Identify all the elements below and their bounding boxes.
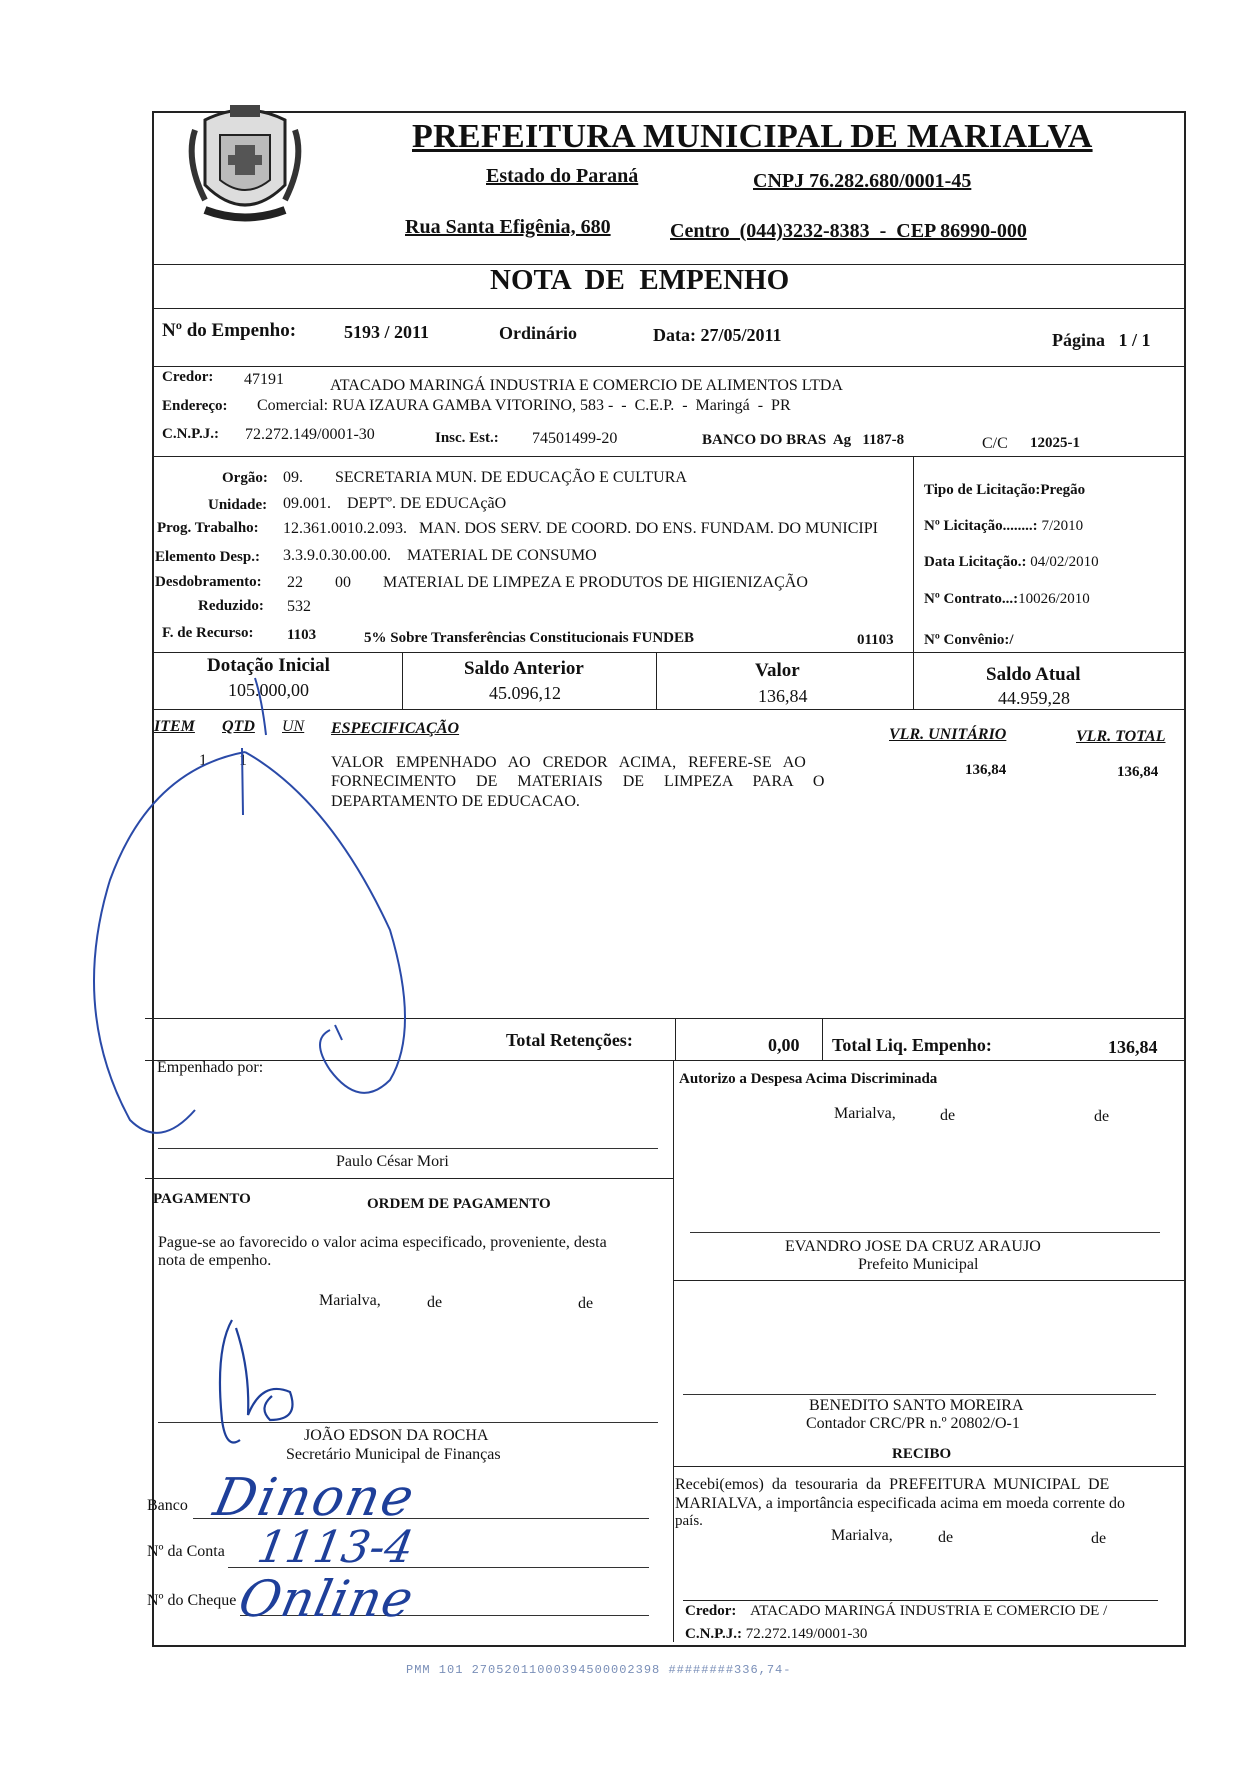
recurso-description: 5% Sobre Transferências Constitucionais FUNDEB (364, 630, 695, 646)
dotacao-value: 105.000,00 (228, 680, 309, 700)
credor-code: 47191 (244, 371, 284, 388)
autorizo-de-2: de (1094, 1108, 1110, 1125)
conta-handwritten: 1113-4 (253, 1522, 418, 1573)
insc-value: 74501499-20 (532, 430, 618, 447)
conta-label: Nº da Conta (147, 1543, 225, 1560)
prefeito-name: EVANDRO JOSE DA CRUZ ARAUJO (785, 1238, 1041, 1255)
credor-footer-name: ATACADO MARINGÁ INDUSTRIA E COMERCIO DE / (750, 1603, 1108, 1619)
street-address: Rua Santa Efigênia, 680 (405, 216, 611, 238)
unidade-value: 09.001. DEPTº. DE EDUCAçãO (283, 495, 507, 512)
item-spec-line-2: FORNECIMENTO DE MATERIAIS DE LIMPEZA PARA O (331, 773, 825, 790)
empenho-number: 5193 / 2011 (344, 322, 430, 342)
municipality-title: PREFEITURA MUNICIPAL DE MARIALVA (412, 118, 1093, 155)
col-total-value: VLR. TOTAL (1076, 728, 1166, 745)
desdob-value: 22 00 MATERIAL DE LIMPEZA E PRODUTOS DE HIGIENIZAÇÃO (287, 574, 808, 591)
document-title: NOTA DE EMPENHO (490, 264, 790, 296)
item-spec-line-1: VALOR EMPENHADO AO CREDOR ACIMA, REFERE-SE AO (331, 754, 806, 771)
banco-handwritten: Dinone (208, 1468, 421, 1528)
saldo-anterior-value: 45.096,12 (489, 683, 561, 703)
item-qty: 1 (239, 752, 247, 769)
empenhado-label: Empenhado por: (157, 1059, 264, 1076)
credor-footer-cnpj-value: 72.272.149/0001-30 (745, 1626, 868, 1642)
credor-footer-cnpj-label: C.N.P.J.: (685, 1626, 742, 1642)
empenho-type: Ordinário (499, 323, 578, 343)
liquido-value: 136,84 (1108, 1037, 1158, 1057)
saldo-atual-label: Saldo Atual (986, 664, 1081, 685)
secretario-role: Secretário Municipal de Finanças (286, 1446, 501, 1463)
recurso-code: 01103 (857, 632, 894, 648)
saldo-anterior-label: Saldo Anterior (464, 658, 584, 679)
pagamento-de-2: de (578, 1295, 594, 1312)
cheque-label: Nº do Cheque (147, 1592, 237, 1609)
secretario-name: JOÃO EDSON DA ROCHA (304, 1427, 489, 1444)
orgao-label: Orgão: (222, 470, 268, 486)
retencoes-value: 0,00 (768, 1035, 800, 1055)
col-un: UN (282, 718, 305, 735)
barcode-line: PMM 101 27052011000394500002398 ########336,74- (406, 1663, 792, 1677)
recibo-de-2: de (1091, 1530, 1107, 1547)
recurso-value: 1103 (287, 627, 317, 643)
valor-label: Valor (755, 660, 800, 681)
contrato-label: Nº Contrato...: (924, 591, 1019, 607)
pagamento-text-2: nota de empenho. (158, 1252, 272, 1269)
prefeito-role: Prefeito Municipal (858, 1256, 979, 1273)
retencoes-label: Total Retenções: (506, 1030, 633, 1050)
reduzido-label: Reduzido: (198, 598, 264, 614)
elemento-value: 3.3.9.0.30.00.00. MATERIAL DE CONSUMO (283, 547, 597, 564)
cc-value: 12025-1 (1030, 435, 1080, 451)
pagamento-de-1: de (427, 1294, 443, 1311)
municipality-cnpj: CNPJ 76.282.680/0001-45 (753, 170, 972, 192)
credor-address: Comercial: RUA IZAURA GAMBA VITORINO, 583 - - C.E.P. - Maringá - PR (257, 397, 791, 414)
col-item: ITEM (154, 718, 195, 735)
item-total-value: 136,84 (1117, 764, 1159, 780)
district-phone-cep: Centro (044)3232-8383 - CEP 86990-000 (670, 220, 1027, 242)
cheque-handwritten: Online (233, 1570, 420, 1628)
autorizo-de-1: de (940, 1107, 956, 1124)
elemento-label: Elemento Desp.: (155, 549, 260, 565)
bank-info: BANCO DO BRAS Ag 1187-8 (702, 432, 905, 448)
prog-label: Prog. Trabalho: (157, 520, 259, 536)
orgao-value: 09. SECRETARIA MUN. DE EDUCAÇÃO E CULTURA (283, 469, 687, 486)
credor-name: ATACADO MARINGÁ INDUSTRIA E COMERCIO DE ALIMENTOS LTDA (330, 377, 843, 394)
ordem-pagamento-label: ORDEM DE PAGAMENTO (367, 1196, 551, 1212)
saldo-atual-value: 44.959,28 (998, 688, 1070, 708)
contador-name: BENEDITO SANTO MOREIRA (809, 1397, 1024, 1414)
autorizo-label: Autorizo a Despesa Acima Discriminada (679, 1071, 938, 1087)
desdob-label: Desdobramento: (155, 574, 262, 590)
recurso-label: F. de Recurso: (162, 625, 254, 641)
pagamento-label: PAGAMENTO (153, 1191, 251, 1207)
convenio: Nº Convênio:/ (924, 632, 1014, 648)
pagamento-place: Marialva, (319, 1292, 381, 1309)
recibo-title: RECIBO (892, 1446, 952, 1462)
contador-role: Contador CRC/PR n.º 20802/O-1 (806, 1415, 1020, 1432)
credor-cnpj-label: C.N.P.J.: (162, 426, 219, 442)
recibo-place: Marialva, (831, 1527, 893, 1544)
dotacao-label: Dotação Inicial (207, 655, 330, 676)
contrato-value: 10026/2010 (1018, 591, 1090, 607)
credor-label: Credor: (162, 369, 214, 385)
state-name: Estado do Paraná (486, 165, 639, 187)
col-spec: ESPECIFICAÇÃO (331, 720, 460, 737)
licitacao-date-value: 04/02/2010 (1026, 554, 1099, 570)
autorizo-place: Marialva, (834, 1105, 896, 1122)
credor-cnpj: 72.272.149/0001-30 (245, 426, 375, 443)
item-unit-value: 136,84 (965, 762, 1007, 778)
licitacao-date-label: Data Licitação.: (924, 554, 1027, 570)
empenho-date: Data: 27/05/2011 (653, 325, 782, 345)
unidade-label: Unidade: (208, 497, 268, 513)
col-unit-value: VLR. UNITÁRIO (889, 726, 1007, 743)
tipo-licitacao: Tipo de Licitação:Pregão (924, 482, 1086, 498)
recibo-text-3: país. (675, 1513, 703, 1529)
reduzido-value: 532 (287, 598, 311, 615)
banco-label: Banco (147, 1497, 188, 1514)
recibo-text-1: Recebi(emos) da tesouraria da PREFEITURA MUNICIPAL DE (675, 1476, 1110, 1493)
licitacao-number-value: 7/2010 (1037, 518, 1084, 534)
item-number: 1 (199, 752, 207, 769)
insc-label: Insc. Est.: (435, 430, 499, 446)
recibo-text-2: MARIALVA, a importância especificada acima em moeda corrente do (675, 1495, 1126, 1512)
liquido-label: Total Liq. Empenho: (832, 1035, 992, 1055)
cc-label: C/C (982, 435, 1008, 452)
item-spec-line-3: DEPARTAMENTO DE EDUCACAO. (331, 793, 580, 810)
recibo-de-1: de (938, 1529, 954, 1546)
address-label: Endereço: (162, 398, 228, 414)
valor-value: 136,84 (758, 686, 808, 706)
empenho-number-label: Nº do Empenho: (162, 320, 297, 341)
credor-footer-label: Credor: (685, 1603, 737, 1619)
page-number: Página 1 / 1 (1052, 330, 1151, 350)
prog-value: 12.361.0010.2.093. MAN. DOS SERV. DE COORD. DO ENS. FUNDAM. DO MUNICIPI (283, 520, 878, 537)
licitacao-number-label: Nº Licitação........: (924, 518, 1038, 534)
pagamento-text-1: Pague-se ao favorecido o valor acima especificado, proveniente, desta (158, 1234, 607, 1251)
empenhado-name: Paulo César Mori (336, 1153, 449, 1170)
col-qtd: QTD (222, 718, 255, 735)
